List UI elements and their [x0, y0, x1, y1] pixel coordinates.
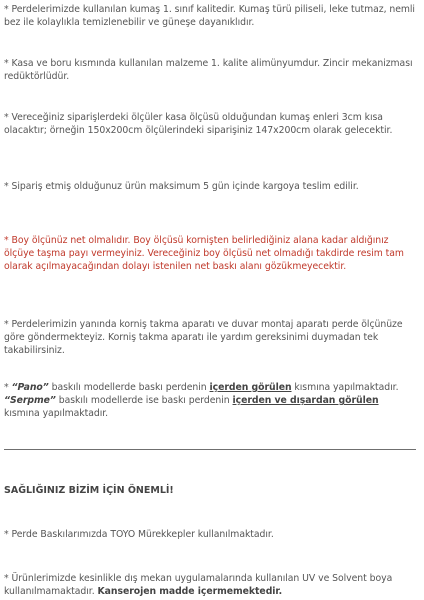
- measurement-note: * Vereceğiniz siparişlerdeki ölçüler kasa ölçüsü olduğundan kumaş enleri 3cm kısa olacaktır; örneğin 150x200cm ölçülerindeki siparişiniz 147x200cm olarak gelecektir.: [4, 112, 393, 137]
- ink-note: * Perde Baskılarımızda TOYO Mürekkepler kullanılmaktadır.: [4, 529, 274, 540]
- print-side-text-1: baskılı modellerde baskı perdenin: [48, 382, 210, 393]
- serpme-label: “Serpme”: [4, 395, 56, 407]
- paint-safety-note: [4, 572, 416, 598]
- print-side-text-4: kısmına yapılmaktadır.: [4, 408, 109, 420]
- carcinogen-free-emphasis: Kanserojen madde içermemektedir.: [97, 586, 283, 598]
- height-measurement-warning: * Boy ölçünüz net olmalıdır. Boy ölçüsü kornişten belirlediğiniz alana kadar aldığınız ölçüye taşma payı vermeyiniz. Vereceğiniz boy ölçüsü net olmadığı takdirde resim tam olarak açılmayacağından dolayı istenilen net baskı alanı gözükmeyecektir.: [4, 235, 404, 273]
- inside-visible-emphasis: içerden görülen: [209, 382, 292, 393]
- pano-label: “Pano”: [11, 382, 49, 393]
- box-material-note: * Kasa ve boru kısmında kullanılan malzeme 1. kalite alimünyumdur. Zincir mekanizması redüktörlüdür.: [4, 58, 413, 83]
- print-side-text-2: kısmına yapılmaktadır.: [291, 382, 399, 393]
- paint-safety-text: * Ürünlerimizde kesinlikle dış mekan uygulamalarında kullanılan UV ve Solvent boya kullanılmamaktadır.: [4, 573, 393, 598]
- health-heading: SAĞLIĞINIZ BİZİM İÇİN ÖNEMLİ!: [4, 485, 174, 496]
- print-side-note: [4, 381, 416, 421]
- print-side-text-3: baskılı modellerde ise baskı perdenin: [55, 395, 233, 407]
- inside-outside-visible-emphasis: içerden ve dışardan görülen: [232, 395, 379, 407]
- mounting-apparatus-note: * Perdelerimizin yanında korniş takma aparatı ve duvar montaj aparatı perde ölçünüze göre göndermekteyiz. Korniş takma aparatı ile yardım gereksinimi duymadan tek takabilirsiniz.: [4, 319, 403, 357]
- section-divider: [4, 449, 416, 450]
- shipping-time-note: * Sipariş etmiş olduğunuz ürün maksimum 5 gün içinde kargoya teslim edilir.: [4, 181, 359, 192]
- fabric-quality-note: * Perdelerimizde kullanılan kumaş 1. sınıf kalitedir. Kumaş türü piliseli, leke tutmaz, nemli bez ile kolaylıkla temizlenebilir ve güneşe dayanıklıdır.: [4, 4, 415, 29]
- print-side-star: *: [4, 382, 12, 393]
